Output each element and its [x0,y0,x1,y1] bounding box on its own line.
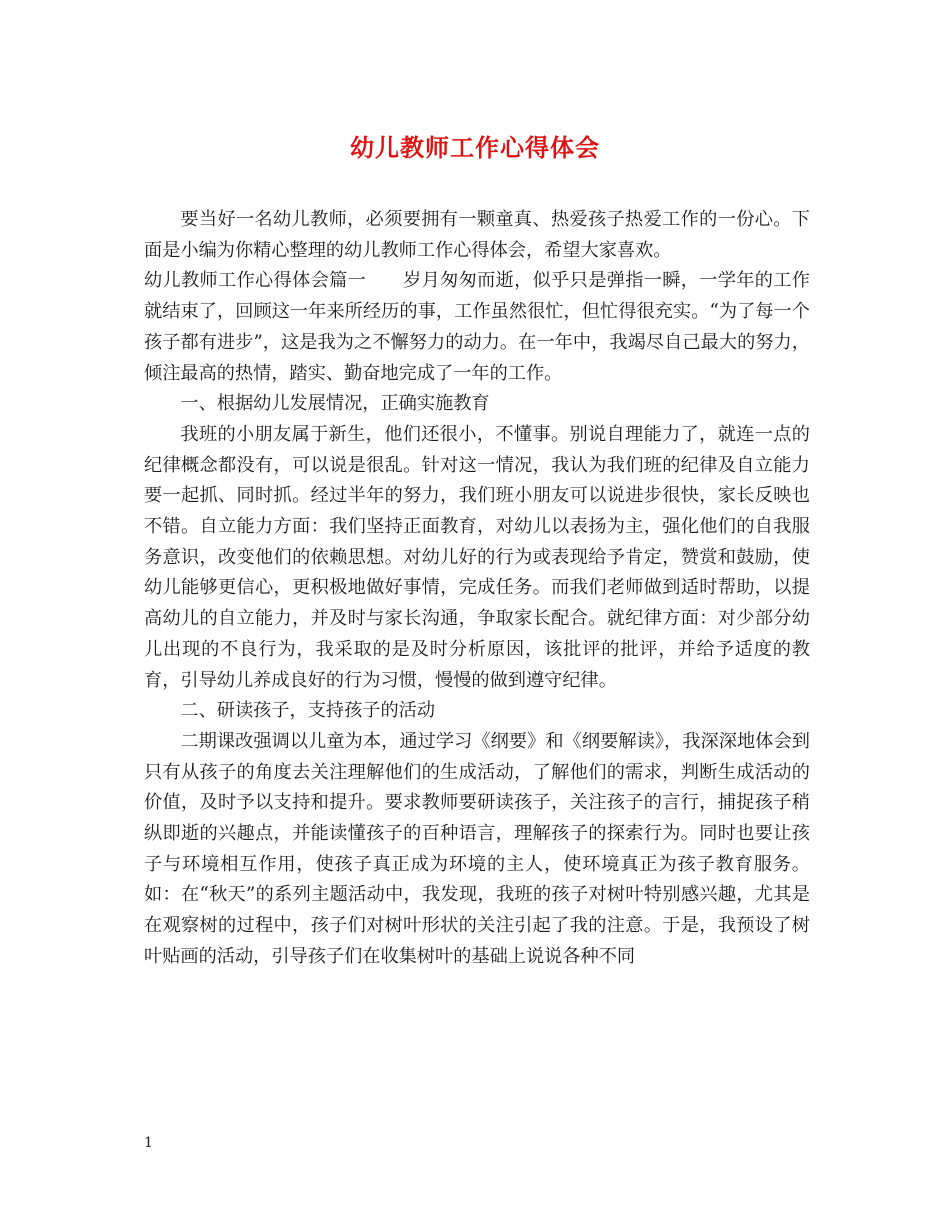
paragraph-section-2: 二期课改强调以儿童为本，通过学习《纲要》和《纲要解读》，我深深地体会到只有从孩子的角度去关注理解他们的生成活动，了解他们的需求，判断生成活动的价值，及时予以支持和提升。要求教师要研读孩子，关注孩子的言行，捕捉孩子稍纵即逝的兴趣点，并能读懂孩子的百种语言，理解孩子的探索行为。同时也要让孩子与环境相互作用，使孩子真正成为环境的主人，使环境真正为孩子教育服务。如：在“秋天”的系列主题活动中，我发现，我班的孩子对树叶特别感兴趣，尤其是在观察树的过程中，孩子们对树叶形状的关注引起了我的注意。于是，我预设了树叶贴画的活动，引导孩子们在收集树叶的基础上说说各种不同 [144,730,810,967]
section-heading-1: 一、根据幼儿发展情况，正确实施教育 [180,393,490,415]
paragraph-section-1: 我班的小朋友属于新生，他们还很小，不懂事。别说自理能力了，就连一点的纪律概念都没有，可以说是很乱。针对这一情况，我认为我们班的纪律及自立能力要一起抓、同时抓。经过半年的努力，我们班小朋友可以说进步很快，家长反映也不错。自立能力方面：我们坚持正面教育，对幼儿以表扬为主，强化他们的自我服务意识，改变他们的依赖思想。对幼儿好的行为或表现给予肯定，赞赏和鼓励，使幼儿能够更信心，更积极地做好事情，完成任务。而我们老师做到适时帮助，以提高幼儿的自立能力，并及时与家长沟通，争取家长配合。就纪律方面：对少部分幼儿出现的不良行为，我采取的是及时分析原因，该批评的批评，并给予适度的教育，引导幼儿养成良好的行为习惯，慢慢的做到遵守纪律。 [144,423,810,691]
document-title: 幼儿教师工作心得体会 [350,133,600,162]
page-number: 1 [144,1135,153,1151]
paragraph-part-one: 幼儿教师工作心得体会篇一 岁月匆匆而逝，似乎只是弹指一瞬，一学年的工作就结束了，回顾这一年来所经历的事，工作虽然很忙，但忙得很充实。“为了每一个孩子都有进步”，这是我为之不懈努力的动力。在一年中，我竭尽自己最大的努力，倾注最高的热情，踏实、勤奋地完成了一年的工作。 [144,270,810,384]
section-heading-2: 二、研读孩子，支持孩子的活动 [180,700,436,722]
document-body [144,205,810,973]
paragraph-intro: 要当好一名幼儿教师，必须要拥有一颗童真、热爱孩子热爱工作的一份心。下面是小编为你精心整理的幼儿教师工作心得体会，希望大家喜欢。 [144,209,810,261]
